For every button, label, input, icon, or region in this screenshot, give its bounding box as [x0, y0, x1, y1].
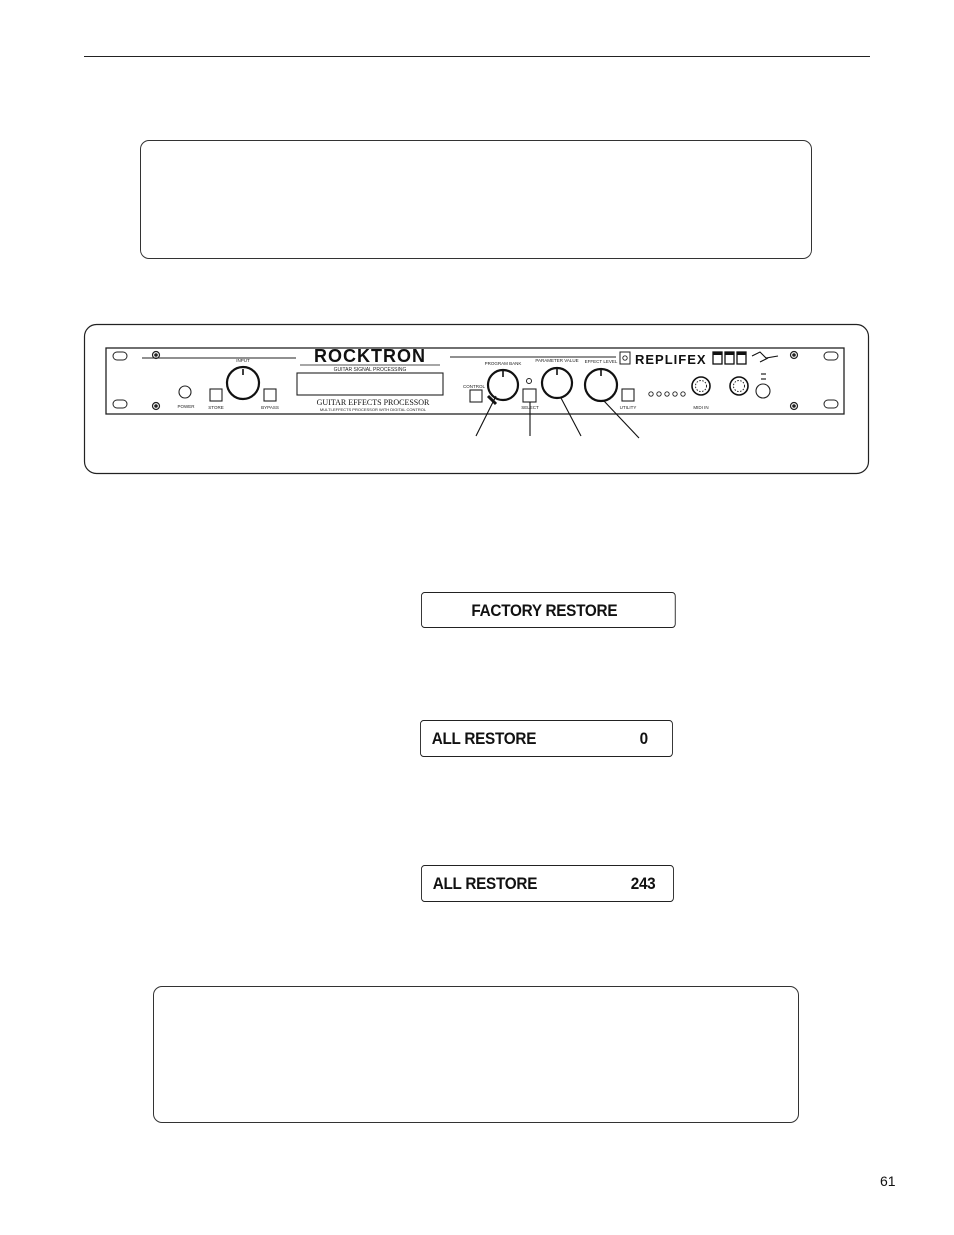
- select-button: [523, 389, 536, 402]
- brand-subtitle: GUITAR SIGNAL PROCESSING: [333, 367, 407, 373]
- parameter-value-label: PARAMETER VALUE: [535, 358, 579, 363]
- lcd-all-restore-1-value: 0: [639, 729, 648, 748]
- brand-logo: ROCKTRON: [314, 346, 426, 366]
- power-button: [179, 386, 191, 398]
- midi-connector-1: [692, 377, 710, 395]
- lcd-factory-restore-text: FACTORY RESTORE: [471, 601, 618, 620]
- callout-line-3: [561, 398, 581, 436]
- panel-frame: [85, 325, 869, 474]
- power-label: POWER: [177, 404, 195, 409]
- utility-label: UTILITY: [619, 405, 637, 410]
- store-button: [210, 389, 222, 401]
- bypass-button: [264, 389, 276, 401]
- lcd-all-restore-2: [421, 865, 674, 902]
- lcd-window: [297, 373, 443, 395]
- select-label: SELECT: [521, 405, 539, 410]
- control-button: [470, 390, 482, 402]
- midi-label: MIDI IN: [693, 405, 709, 410]
- status-led: [527, 379, 532, 384]
- store-label: STORE: [208, 405, 224, 410]
- device-description-sub: MULTI-EFFECTS PROCESSOR WITH DIGITAL CONTROL: [319, 407, 427, 412]
- control-label: CONTROL: [462, 384, 486, 389]
- output-jack: [756, 384, 770, 398]
- device-description: GUITAR EFFECTS PROCESSOR: [316, 398, 430, 407]
- lcd-all-restore-1-label: ALL RESTORE: [431, 729, 537, 748]
- program-bank-label: PROGRAM BANK: [484, 361, 522, 366]
- lcd-all-restore-2-label: ALL RESTORE: [432, 874, 538, 893]
- front-panel-illustration: [0, 0, 954, 480]
- input-label: INPUT: [236, 358, 250, 363]
- lcd-all-restore-2-value: 243: [630, 874, 656, 893]
- lcd-factory-restore: [421, 592, 676, 628]
- page-number: 61: [880, 1173, 896, 1189]
- lcd-all-restore-1: [420, 720, 673, 757]
- utility-button: [622, 389, 634, 401]
- effect-level-label: EFFECT LEVEL: [584, 359, 618, 364]
- note-box-bottom: [153, 986, 799, 1123]
- model-logo: REPLIFEX: [635, 352, 707, 367]
- bypass-label: BYPASS: [261, 405, 279, 410]
- midi-connector-2: [730, 377, 748, 395]
